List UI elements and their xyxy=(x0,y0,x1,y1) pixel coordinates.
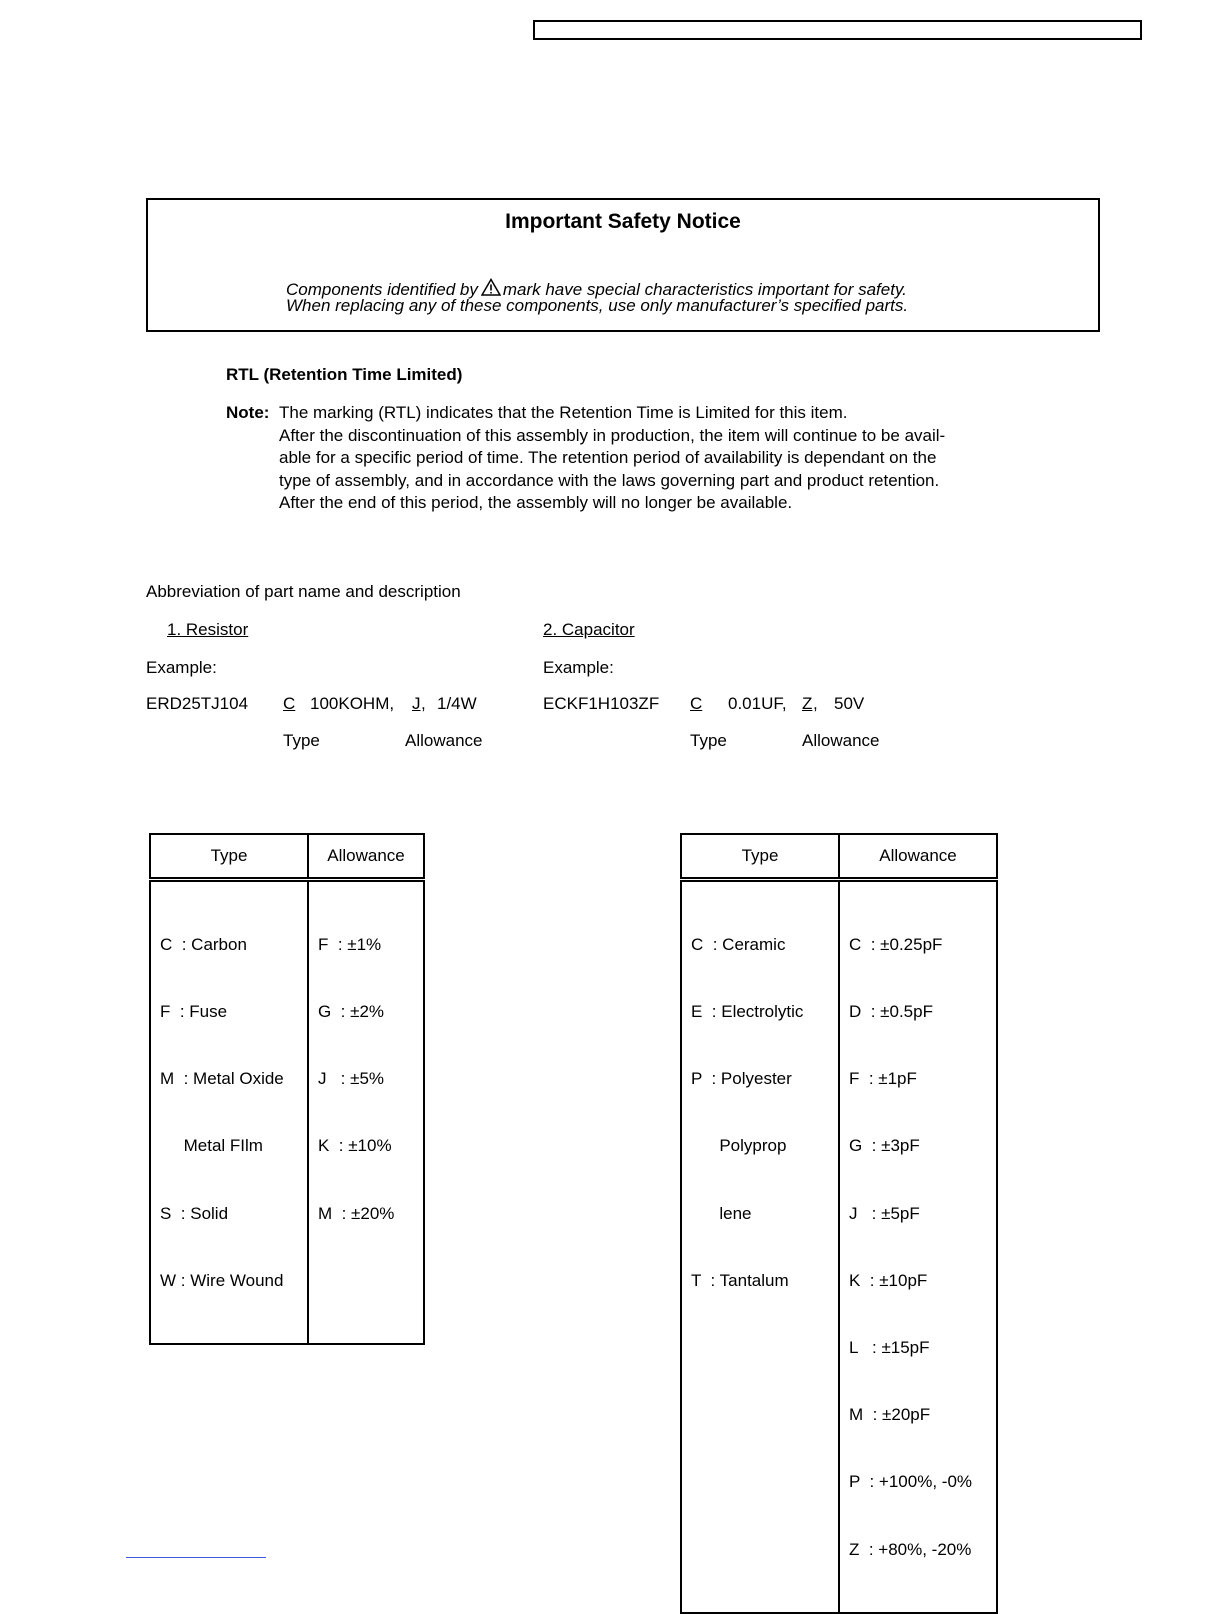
resistor-type-label: Type xyxy=(283,731,320,750)
resistor-allowance-item: K : ±10% xyxy=(318,1136,392,1156)
resistor-allowance-code: J xyxy=(412,694,421,713)
capacitor-allowance-code: Z xyxy=(802,694,813,713)
resistor-allowance-item: J : ±5% xyxy=(318,1069,385,1089)
resistor-type-item: Metal FIlm xyxy=(160,1136,263,1156)
capacitor-type-label: Type xyxy=(690,731,727,750)
resistor-allowance-item: F : ±1% xyxy=(318,934,382,954)
note-line-5: After the end of this period, the assembly will no longer be available. xyxy=(279,493,793,512)
note-line-2: After the discontinuation of this assembly in production, the item will continue to be avail- xyxy=(279,425,946,445)
capacitor-allowance-item: F : ±1pF xyxy=(849,1069,917,1089)
capacitor-value: 0.01UF, xyxy=(728,694,787,713)
capacitor-allowance-item: G : ±3pF xyxy=(849,1136,920,1156)
capacitor-allowance-item: C : ±0.25pF xyxy=(849,934,943,954)
capacitor-allowance-item: L : ±15pF xyxy=(849,1338,930,1358)
resistor-type-item: W : Wire Wound xyxy=(160,1270,284,1290)
capacitor-part-number: ECKF1H103ZF xyxy=(543,694,660,713)
resistor-rating: 1/4W xyxy=(437,694,477,713)
capacitor-rating: 50V xyxy=(834,694,865,713)
capacitor-type-item: T : Tantalum xyxy=(691,1270,789,1290)
safety-notice-line1-post: mark have special characteristics important for safety. xyxy=(502,280,907,299)
resistor-part-number: ERD25TJ104 xyxy=(146,694,249,713)
safety-notice-line1-pre: Components identified by xyxy=(286,280,478,299)
capacitor-allowance-label: Allowance xyxy=(802,731,880,750)
resistor-allowances-cell xyxy=(308,880,424,1345)
capacitor-allowance-item: P : +100%, -0% xyxy=(849,1472,973,1492)
capacitor-type-item: Polyprop xyxy=(691,1136,787,1156)
safety-notice-line2: When replacing any of these components, use only manufacturer’s specified parts. xyxy=(286,296,909,315)
resistor-value: 100KOHM, xyxy=(310,694,395,713)
capacitor-allowance-item: J : ±5pF xyxy=(849,1203,920,1223)
capacitor-type-code: C xyxy=(690,694,703,713)
capacitor-table-allowance-header: Allowance xyxy=(839,834,997,880)
safety-notice-title: Important Safety Notice xyxy=(505,210,741,233)
capacitor-allowance-item: Z : +80%, -20% xyxy=(849,1539,972,1559)
footer-rule xyxy=(126,1557,266,1558)
resistor-type-item: F : Fuse xyxy=(160,1002,228,1022)
resistor-type-item: M : Metal Oxide xyxy=(160,1069,284,1089)
capacitor-table-type-header: Type xyxy=(681,834,839,880)
capacitor-allowance-item: K : ±10pF xyxy=(849,1270,928,1290)
resistor-type-item: C : Carbon xyxy=(160,934,247,954)
header-box xyxy=(533,20,1142,40)
rtl-title: RTL (Retention Time Limited) xyxy=(226,365,463,384)
abbreviation-heading: Abbreviation of part name and description xyxy=(146,582,461,601)
capacitor-title: 2. Capacitor xyxy=(543,620,635,639)
resistor-allowance-item: G : ±2% xyxy=(318,1002,385,1022)
capacitor-allowance-item: M : ±20pF xyxy=(849,1405,931,1425)
capacitor-allowance-item: D : ±0.5pF xyxy=(849,1002,933,1022)
resistor-allowance-item: M : ±20% xyxy=(318,1203,395,1223)
safety-notice-box xyxy=(146,198,1100,332)
capacitor-example-label: Example: xyxy=(543,658,614,677)
note-line-1: The marking (RTL) indicates that the Retention Time is Limited for this item. xyxy=(279,403,848,422)
capacitor-type-item: E : Electrolytic xyxy=(691,1002,804,1022)
resistor-type-item: S : Solid xyxy=(160,1203,229,1223)
capacitor-type-item: P : Polyester xyxy=(691,1069,792,1089)
resistor-table-allowance-header: Allowance xyxy=(308,834,424,880)
resistor-table-type-header: Type xyxy=(150,834,308,880)
resistor-types-cell xyxy=(150,880,308,1345)
resistor-code-table xyxy=(149,833,425,1345)
capacitor-types-cell xyxy=(681,880,839,1613)
resistor-type-code: C xyxy=(283,694,296,713)
resistor-example-label: Example: xyxy=(146,658,217,677)
note-label: Note: xyxy=(226,403,270,422)
capacitor-type-item: C : Ceramic xyxy=(691,934,786,954)
note-line-4: type of assembly, and in accordance with the laws governing part and product retention. xyxy=(279,470,940,490)
resistor-allowance-label: Allowance xyxy=(405,731,483,750)
note-line-3: able for a specific period of time. The retention period of availability is dependant on the xyxy=(279,448,937,467)
capacitor-type-item: lene xyxy=(691,1203,752,1223)
capacitor-allowances-cell xyxy=(839,880,997,1613)
resistor-title: 1. Resistor xyxy=(167,620,249,639)
capacitor-code-table xyxy=(680,833,998,1614)
